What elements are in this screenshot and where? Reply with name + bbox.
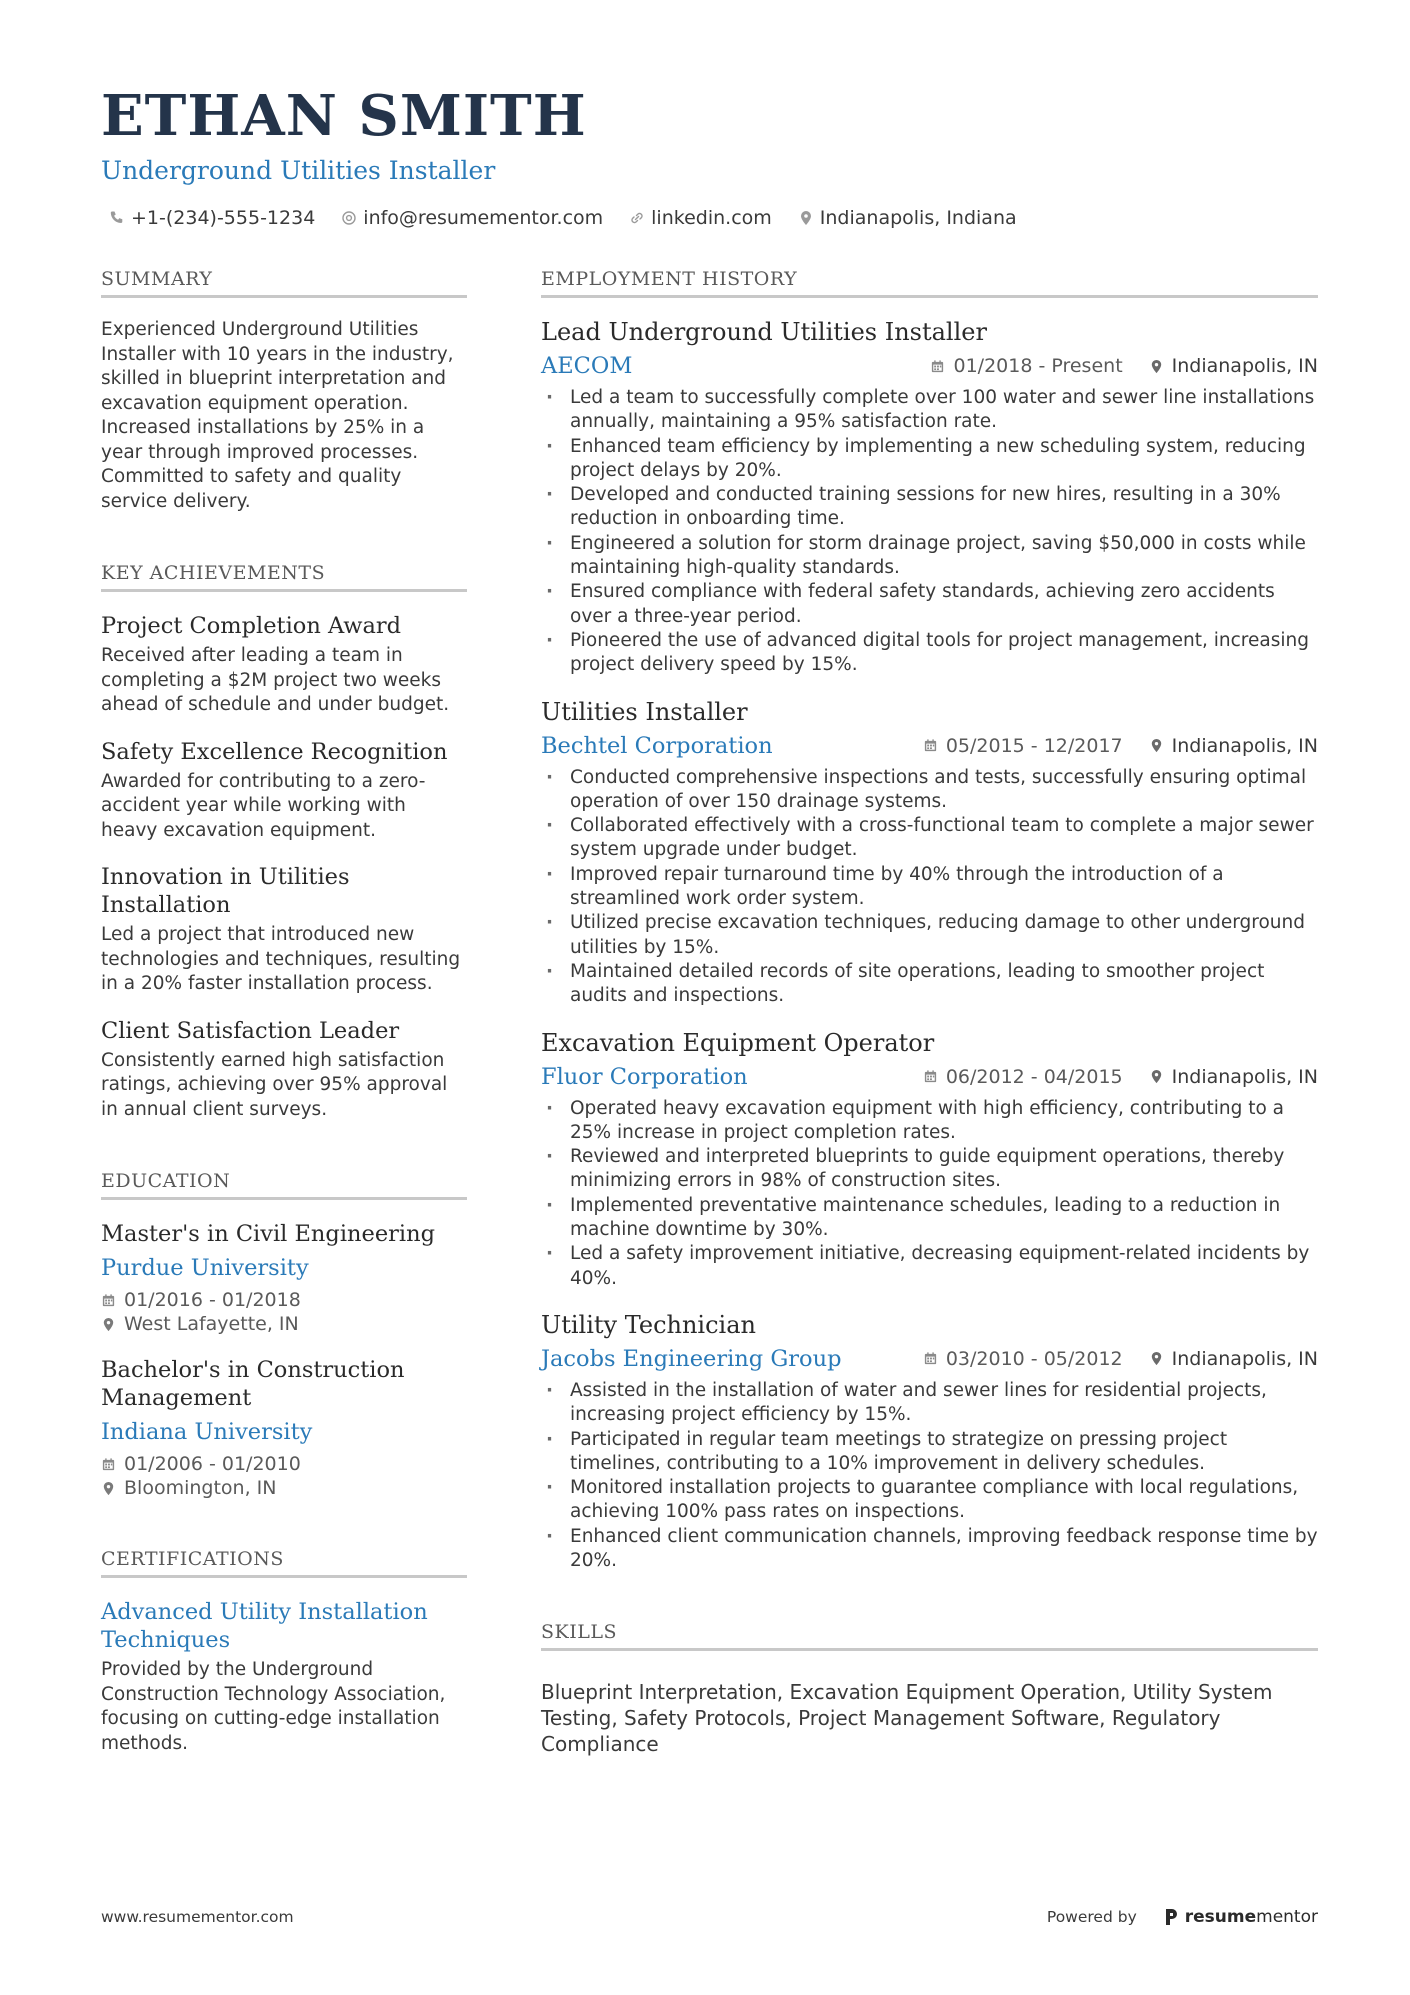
certification-title: Advanced Utility Installation Techniques — [101, 1599, 428, 1653]
list-item: · Engineered a solution for storm drainage project, saving $50,000 in costs while maintaining high-quality standards. — [541, 532, 1318, 581]
job-dates: 06/2012 - 04/2015 — [945, 1065, 1123, 1088]
brand-mark-icon — [1163, 1908, 1179, 1926]
education-item — [101, 1220, 467, 1336]
list-item: · Maintained detailed records of site operations, leading to smoother project audits and inspections. — [541, 960, 1318, 1009]
job-bullets — [541, 1097, 1318, 1291]
calendar-icon — [923, 1069, 938, 1084]
job-title: Utilities Installer — [541, 697, 748, 726]
calendar-icon — [101, 1457, 116, 1472]
list-item: · Operated heavy excavation equipment with high efficiency, contributing to a 25% increase in project completion rates. — [541, 1097, 1318, 1146]
achievement-title: Project Completion Award — [101, 613, 402, 639]
achievement-item — [101, 1017, 467, 1123]
job-title: Excavation Equipment Operator — [541, 1028, 935, 1057]
contact-email — [341, 207, 603, 229]
certification-text: Provided by the Underground Construction Technology Association, focusing on cutting-edge installation methods. — [101, 1659, 446, 1754]
achievement-item — [101, 738, 467, 844]
education-item — [101, 1356, 467, 1500]
job-bullets — [541, 766, 1318, 1009]
linkedin-text: linkedin.com — [651, 207, 772, 229]
candidate-name: ETHAN SMITH — [101, 83, 587, 149]
education-dates — [101, 1452, 467, 1476]
map-pin-icon — [101, 1317, 116, 1332]
left-column — [101, 268, 467, 1756]
list-item: · Pioneered the use of advanced digital tools for project management, increasing project delivery speed by 15%. — [541, 629, 1318, 678]
job-bullets — [541, 1379, 1318, 1573]
dates-text: 01/2006 - 01/2010 — [124, 1453, 301, 1475]
right-column — [541, 268, 1318, 1757]
contact-location — [798, 207, 1017, 229]
email-text: info@resumementor.com — [363, 207, 604, 229]
list-item: · Reviewed and interpreted blueprints to guide equipment operations, thereby minimizing errors in 98% of construction sites. — [541, 1145, 1318, 1194]
list-item: · Enhanced team efficiency by implementing a new scheduling system, reducing project delays by 20%. — [541, 435, 1318, 484]
at-icon — [341, 210, 357, 226]
achievement-text: Led a project that introduced new technologies and techniques, resulting in a 20% faster installation process. — [101, 924, 461, 994]
brand-light: mentor — [1256, 1907, 1318, 1927]
job-entry — [541, 318, 1318, 678]
education-dates — [101, 1288, 467, 1312]
powered-by-label: Powered by — [1046, 1908, 1137, 1926]
calendar-icon — [101, 1293, 116, 1308]
brand-bold: resume — [1184, 1907, 1257, 1927]
company-name: Bechtel Corporation — [541, 732, 773, 759]
candidate-title: Underground Utilities Installer — [101, 156, 496, 185]
list-item: · Improved repair turnaround time by 40% through the introduction of a streamlined work order system. — [541, 863, 1318, 912]
location-text: Indianapolis, Indiana — [819, 207, 1017, 229]
dates-text: 01/2016 - 01/2018 — [124, 1289, 301, 1311]
brand-logo[interactable] — [1163, 1907, 1318, 1927]
map-pin-icon — [1149, 738, 1164, 753]
skills-heading: SKILLS — [541, 1621, 1318, 1651]
education-location — [101, 1312, 467, 1336]
calendar-icon — [930, 359, 945, 374]
education-location — [101, 1476, 467, 1500]
job-dates: 01/2018 - Present — [953, 355, 1123, 377]
phone-text: +1-(234)-555-1234 — [131, 207, 316, 229]
map-pin-icon — [101, 1481, 116, 1496]
list-item: · Ensured compliance with federal safety standards, achieving zero accidents over a three-year period. — [541, 580, 1318, 629]
location-text: Bloomington, IN — [124, 1477, 277, 1499]
education-heading: EDUCATION — [101, 1170, 467, 1200]
calendar-icon — [923, 738, 938, 753]
degree-title: Master's in Civil Engineering — [101, 1221, 435, 1247]
school-name: Indiana University — [101, 1419, 313, 1445]
link-icon — [629, 210, 645, 226]
contact-bar — [101, 207, 1318, 229]
job-entry — [541, 1029, 1318, 1291]
list-item: · Implemented preventative maintenance schedules, leading to a reduction in machine downtime by 30%. — [541, 1194, 1318, 1243]
phone-icon — [109, 210, 125, 226]
employment-heading: EMPLOYMENT HISTORY — [541, 268, 1318, 298]
list-item: · Led a team to successfully complete over 100 water and sewer line installations annually, maintaining a 95% satisfaction rate. — [541, 386, 1318, 435]
map-pin-icon — [1149, 359, 1164, 374]
list-item: · Collaborated effectively with a cross-functional team to complete a major sewer system upgrade under budget. — [541, 814, 1318, 863]
map-pin-icon — [1149, 1351, 1164, 1366]
list-item: · Enhanced client communication channels, improving feedback response time by 20%. — [541, 1525, 1318, 1574]
degree-title: Bachelor's in Construction Management — [101, 1357, 405, 1411]
achievement-title: Client Satisfaction Leader — [101, 1017, 400, 1044]
footer — [101, 1907, 1318, 1927]
job-location: Indianapolis, IN — [1171, 1347, 1318, 1370]
calendar-icon — [923, 1351, 938, 1366]
contact-phone — [109, 207, 315, 229]
job-title: Utility Technician — [541, 1310, 756, 1339]
achievement-item — [101, 612, 467, 718]
list-item: · Led a safety improvement initiative, decreasing equipment-related incidents by 40%. — [541, 1242, 1318, 1291]
map-pin-icon — [798, 210, 814, 226]
list-item: · Utilized precise excavation techniques, reducing damage to other underground utilities by 15%. — [541, 911, 1318, 960]
company-name: AECOM — [541, 353, 633, 379]
certifications-heading: CERTIFICATIONS — [101, 1548, 467, 1578]
job-dates: 03/2010 - 05/2012 — [945, 1347, 1123, 1370]
company-name: Fluor Corporation — [541, 1063, 748, 1090]
list-item: · Assisted in the installation of water and sewer lines for residential projects, increasing project efficiency by 15%. — [541, 1379, 1318, 1428]
job-title: Lead Underground Utilities Installer — [541, 318, 987, 346]
achievement-item — [101, 863, 467, 997]
certification-item — [101, 1598, 467, 1756]
achievement-title: Safety Excellence Recognition — [101, 738, 448, 765]
job-location: Indianapolis, IN — [1171, 734, 1318, 757]
job-dates: 05/2015 - 12/2017 — [945, 734, 1123, 757]
powered-by — [1047, 1907, 1318, 1927]
achievements-heading: KEY ACHIEVEMENTS — [101, 562, 467, 592]
job-entry — [541, 698, 1318, 1009]
summary-text: Experienced Underground Utilities Installer with 10 years in the industry, skilled in blueprint interpretation and excavation equipment operation. Increased installations by 25% in a year through improved processes. Committed to safety and quality service delivery. — [101, 319, 454, 512]
achievement-title: Innovation in Utilities Installation — [101, 864, 350, 918]
list-item: · Participated in regular team meetings to strategize on pressing project timelines, contributing to a 10% improvement in delivery schedules. — [541, 1428, 1318, 1477]
job-entry — [541, 1311, 1318, 1573]
job-bullets — [541, 386, 1318, 678]
company-name: Jacobs Engineering Group — [541, 1345, 842, 1372]
achievement-text: Consistently earned high satisfaction ratings, achieving over 95% approval in annual client surveys. — [101, 1049, 448, 1120]
location-text: West Lafayette, IN — [124, 1313, 299, 1335]
achievement-text: Awarded for contributing to a zero-accident year while working with heavy excavation equipment. — [101, 770, 426, 841]
job-location: Indianapolis, IN — [1171, 355, 1318, 377]
footer-website[interactable]: www.resumementor.com — [101, 1908, 294, 1926]
school-name: Purdue University — [101, 1255, 309, 1281]
job-location: Indianapolis, IN — [1171, 1065, 1318, 1088]
list-item: · Developed and conducted training sessions for new hires, resulting in a 30% reduction in onboarding time. — [541, 483, 1318, 532]
map-pin-icon — [1149, 1069, 1164, 1084]
contact-linkedin — [629, 207, 772, 229]
list-item: · Monitored installation projects to guarantee compliance with local regulations, achieving 100% pass rates on inspections. — [541, 1476, 1318, 1525]
skills-text: Blueprint Interpretation, Excavation Equipment Operation, Utility System Testing, Safety Protocols, Project Management Software, Regulatory Compliance — [541, 1680, 1273, 1757]
achievement-text: Received after leading a team in completing a $2M project two weeks ahead of schedule and under budget. — [101, 645, 450, 715]
list-item: · Conducted comprehensive inspections and tests, successfully ensuring optimal operation of over 150 drainage systems. — [541, 766, 1318, 815]
summary-heading: SUMMARY — [101, 268, 467, 298]
